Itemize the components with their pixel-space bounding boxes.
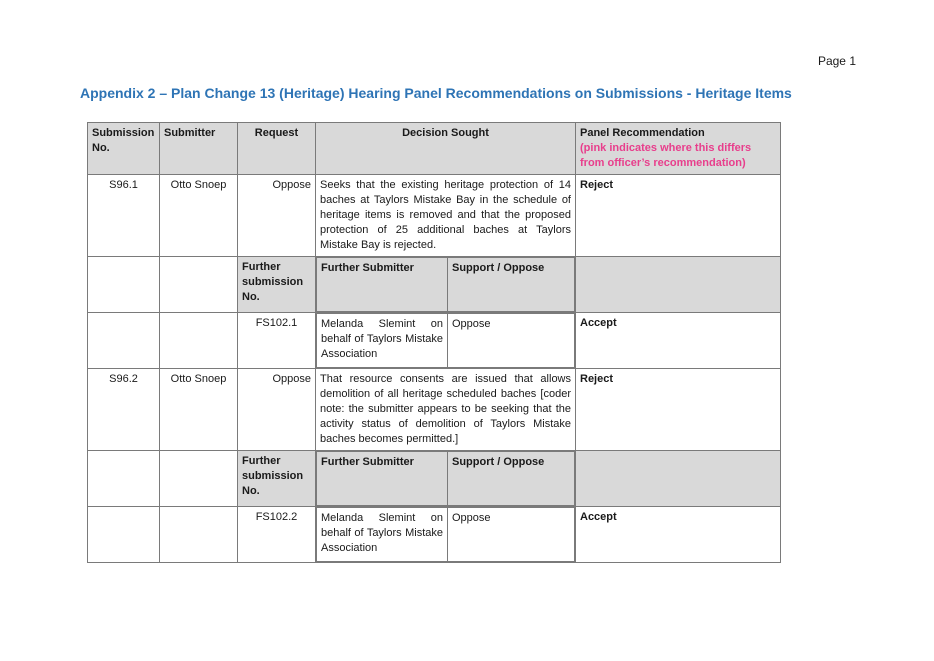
submitter-name: Otto Snoep xyxy=(160,175,238,257)
further-submitter-cell xyxy=(316,507,576,563)
further-support-oppose: Oppose xyxy=(448,508,575,562)
further-support-oppose: Oppose xyxy=(448,314,575,368)
further-submission-no-header: Further submission No. xyxy=(238,451,316,507)
further-submitter-name: Melanda Slemint on behalf of Taylors Mistake Association xyxy=(317,314,448,368)
further-submission-row xyxy=(88,507,781,563)
further-submission-header-row xyxy=(88,451,781,507)
further-submission-no-header: Further submission No. xyxy=(238,257,316,313)
header-decision-sought: Decision Sought xyxy=(316,123,576,175)
table-header-row xyxy=(88,123,781,175)
recommendations-table xyxy=(87,122,781,563)
decision-sought: Seeks that the existing heritage protection of 14 baches at Taylors Mistake Bay in the schedule of heritage items is removed and that the proposed protection of 25 additional baches at Taylors Mistake Bay is rejected. xyxy=(316,175,576,257)
further-submitter-header-cell xyxy=(316,451,576,507)
panel-recommendation: Reject xyxy=(576,369,781,451)
submitter-name: Otto Snoep xyxy=(160,369,238,451)
header-panel-note: (pink indicates where this differs from officer’s recommendation) xyxy=(580,142,752,169)
further-panel-recommendation: Accept xyxy=(576,313,781,369)
header-panel-recommendation-label: Panel Recommendation xyxy=(580,127,705,139)
header-submitter: Submitter xyxy=(160,123,238,175)
decision-sought: That resource consents are issued that allows demolition of all heritage scheduled baches [coder note: the submitter appears to be seeking that the activity status of demolition of Taylors Mistake baches becomes permitted.] xyxy=(316,369,576,451)
request-type: Oppose xyxy=(238,175,316,257)
further-submitter-header: Further Submitter xyxy=(317,258,448,312)
page-number: Page 1 xyxy=(817,54,856,68)
further-panel-recommendation: Accept xyxy=(576,507,781,563)
further-submitter-name: Melanda Slemint on behalf of Taylors Mistake Association xyxy=(317,508,448,562)
header-request: Request xyxy=(238,123,316,175)
further-submitter-header-cell xyxy=(316,257,576,313)
request-type: Oppose xyxy=(238,369,316,451)
panel-recommendation: Reject xyxy=(576,175,781,257)
table-row xyxy=(88,175,781,257)
header-submission-no: Submission No. xyxy=(88,123,160,175)
header-panel-recommendation xyxy=(576,123,781,175)
support-oppose-header: Support / Oppose xyxy=(448,452,575,506)
further-submission-number: FS102.1 xyxy=(238,313,316,369)
further-submitter-header: Further Submitter xyxy=(317,452,448,506)
further-submission-header-row xyxy=(88,257,781,313)
submission-number: S96.2 xyxy=(88,369,160,451)
further-submitter-cell xyxy=(316,313,576,369)
further-submission-row xyxy=(88,313,781,369)
submission-number: S96.1 xyxy=(88,175,160,257)
further-submission-number: FS102.2 xyxy=(238,507,316,563)
table-row xyxy=(88,369,781,451)
support-oppose-header: Support / Oppose xyxy=(448,258,575,312)
document-title: Appendix 2 – Plan Change 13 (Heritage) Hearing Panel Recommendations on Submissions - Heritage Items xyxy=(80,85,792,101)
